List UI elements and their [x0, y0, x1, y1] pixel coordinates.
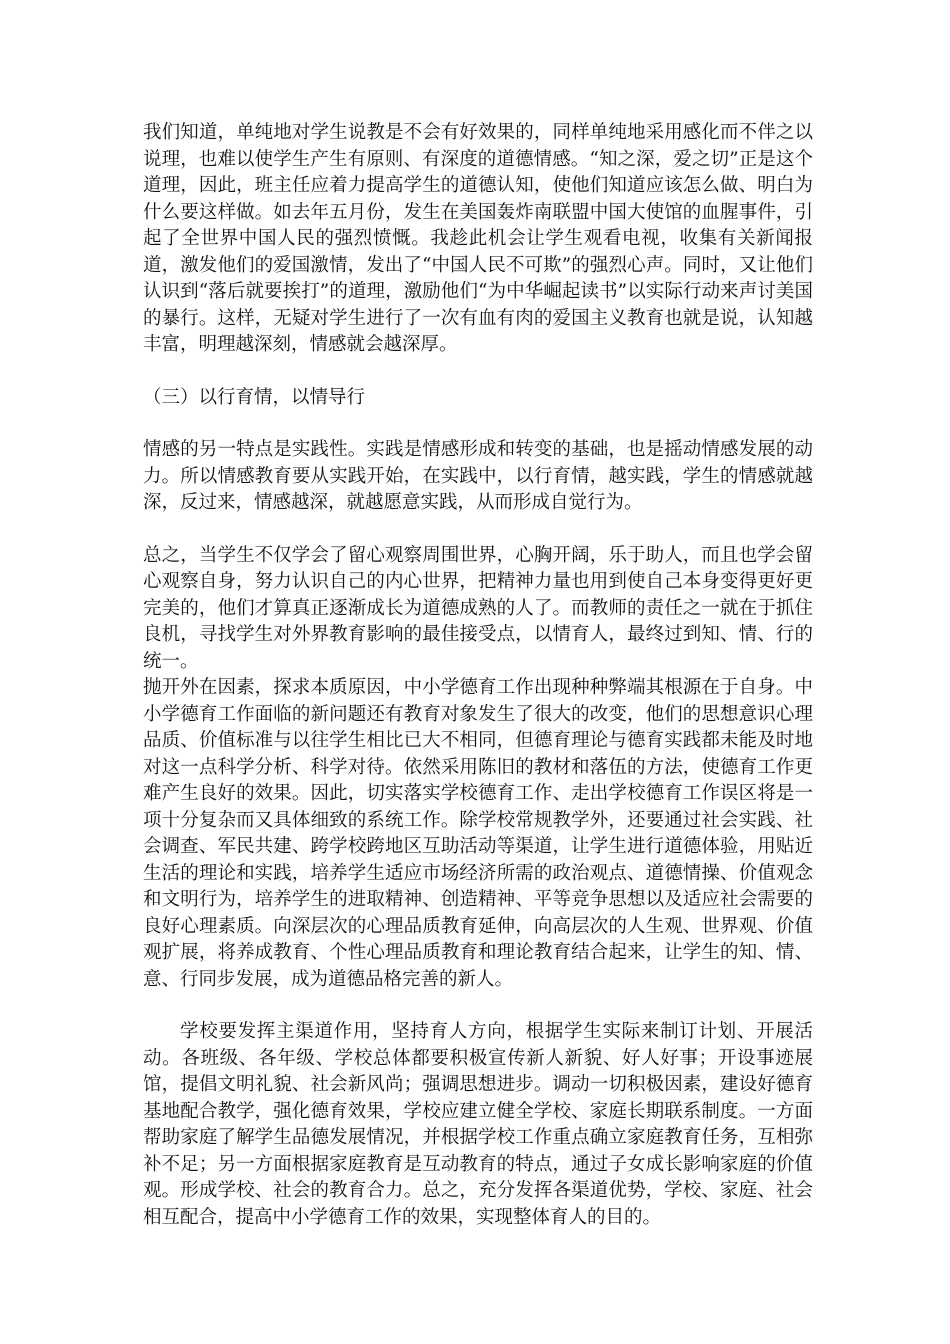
paragraph-gap: [143, 517, 813, 543]
paragraph-gap: [143, 411, 813, 437]
paragraph-gap: [143, 359, 813, 385]
paragraph-practice: 情感的另一特点是实践性。实践是情感形成和转变的基础，也是摇动情感发展的动力。所以情感教育要从实践开始，在实践中，以行育情，越实践，学生的情感就越深，反过来，情感越深，就越愿意实践，从而形成自觉行为。: [143, 439, 813, 513]
paragraph-gap: [143, 993, 813, 1019]
document-page: [143, 120, 813, 1231]
paragraph-cognition: 我们知道，单纯地对学生说教是不会有好效果的，同样单纯地采用感化而不伴之以说理，也难以使学生产生有原则、有深度的道德情感。“知之深，爱之切”正是这个道理，因此，班主任应着力提高学生的道德认知，使他们知道应该怎么做、明白为什么要这样做。如去年五月份，发生在美国轰炸南联盟中国大使馆的血腥事件，引起了全世界中国人民的强烈愤慨。我趁此机会让学生观看电视，收集有关新闻报道，激发他们的爱国激情，发出了“中国人民不可欺”的强烈心声。同时，又让他们认识到“落后就要挨打”的道理，激励他们“为中华崛起读书”以实际行动来声讨美国的暴行。这样，无疑对学生进行了一次有血有肉的爱国主义教育也就是说，认知越丰富，明理越深刻，情感就会越深厚。: [143, 122, 813, 355]
section-heading-3: （三）以行育情，以情导行: [143, 386, 366, 408]
paragraph-main-channel: 学校要发挥主渠道作用，坚持育人方向，根据学生实际来制订计划、开展活动。各班级、各年级、学校总体都要积极宣传新人新貌、好人好事；开设事迹展馆，提倡文明礼貌、社会新风尚；强调思想进步。调动一切积极因素，建设好德育基地配合教学，强化德育效果，学校应建立健全学校、家庭长期联系制度。一方面帮助家庭了解学生品德发展情况，并根据学校工作重点确立家庭教育任务，互相弥补不足；另一方面根据家庭教育是互动教育的特点，通过子女成长影响家庭的价值观。形成学校、社会的教育合力。总之，充分发挥各渠道优势，学校、家庭、社会相互配合，提高中小学德育工作的效果，实现整体育人的目的。: [143, 1021, 813, 1228]
paragraph-root-cause: 抛开外在因素，探求本质原因，中小学德育工作出现种种弊端其根源在于自身。中小学德育工作面临的新问题还有教育对象发生了很大的改变，他们的思想意识心理品质、价值标准与以往学生相比已大不相同，但德育理论与德育实践都未能及时地对这一点科学分析、科学对待。依然采用陈旧的教材和落伍的方法，使德育工作更难产生良好的效果。因此，切实落实学校德育工作、走出学校德育工作误区将是一项十分复杂而又具体细致的系统工作。除学校常规教学外，还要通过社会实践、社会调查、军民共建、跨学校跨地区互助活动等渠道，让学生进行道德体验，用贴近生活的理论和实践，培养学生适应市场经济所需的政治观点、道德情操、价值观念和文明行为，培养学生的进取精神、创造精神、平等竞争思想以及适应社会需要的良好心理素质。向深层次的心理品质教育延伸，向高层次的人生观、世界观、价值观扩展，将养成教育、个性心理品质教育和理论教育结合起来，让学生的知、情、意、行同步发展，成为道德品格完善的新人。: [143, 677, 813, 990]
paragraph-summary: 总之，当学生不仅学会了留心观察周围世界，心胸开阔，乐于助人，而且也学会留心观察自身，努力认识自己的内心世界，把精神力量也用到使自己本身变得更好更完美的，他们才算真正逐渐成长为道德成熟的人了。而教师的责任之一就在于抓住良机，寻找学生对外界教育影响的最佳接受点，以情育人，最终过到知、情、行的统一。: [143, 544, 813, 672]
